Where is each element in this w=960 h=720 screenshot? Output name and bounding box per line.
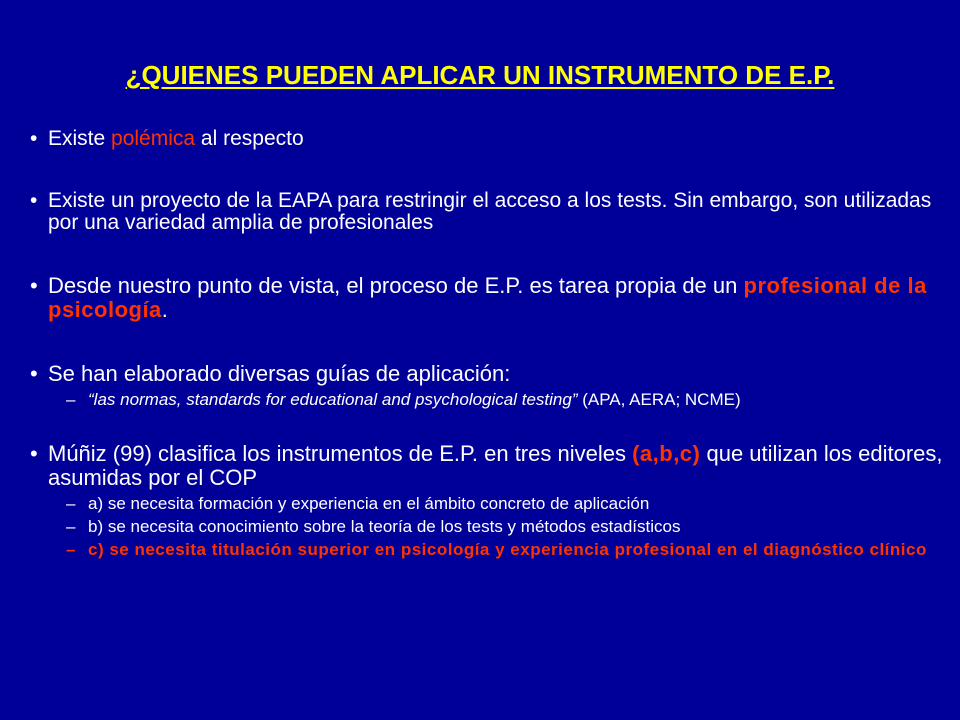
sub-item-normas (48, 390, 955, 409)
sub-item-text: c) se necesita titulación superior en psicología y experiencia profesional en el diagnóstico clínico (88, 540, 927, 559)
dash-marker: – (66, 494, 76, 513)
bullet-polemica (30, 128, 955, 150)
dash-marker: – (66, 390, 76, 409)
bullet-text: Se han elaborado diversas guías de aplicación: (48, 361, 511, 386)
bullet-muniz (30, 442, 955, 559)
bullet-eapa (30, 190, 955, 234)
dash-marker: – (66, 517, 76, 536)
sub-item-a (48, 494, 955, 513)
dash-marker: – (66, 540, 76, 559)
bullet-text: Existe un proyecto de la EAPA para restringir el acceso a los tests. Sin embargo, son utilizadas por una variedad amplia de profesionales (48, 189, 932, 234)
sub-item-text: (APA, AERA; NCME) (577, 390, 741, 409)
bullet-text: que utilizan los editores, asumidas por el COP (48, 441, 943, 490)
slide-title: ¿QUIENES PUEDEN APLICAR UN INSTRUMENTO DE E.P. (125, 60, 835, 90)
sub-list (48, 494, 955, 559)
italic-text: “las normas, standards for educational and psychological testing” (88, 390, 578, 409)
bullet-text: Desde nuestro punto de vista, el proceso de E.P. es tarea propia de un (48, 273, 744, 298)
bullet-text: al respecto (195, 127, 304, 150)
bullet-text: Existe (48, 127, 112, 150)
bullet-punto-de-vista (30, 274, 955, 322)
sub-item-text: a) se necesita formación y experiencia en el ámbito concreto de aplicación (88, 494, 650, 513)
sub-item-c (48, 540, 955, 559)
bullet-guias (30, 362, 955, 409)
sub-list (48, 390, 955, 409)
sub-item-text: b) se necesita conocimiento sobre la teoría de los tests y métodos estadísticos (88, 517, 681, 536)
highlight-text: polémica (111, 127, 196, 150)
bullet-text: Múñiz (99) clasifica los instrumentos de E.P. en tres niveles (48, 441, 633, 466)
bullet-text: . (161, 297, 168, 322)
highlight-text: (a,b,c) (632, 441, 701, 466)
highlight-text: profesional de la psicología (48, 273, 927, 322)
sub-item-b (48, 517, 955, 536)
bullet-list (30, 128, 955, 563)
